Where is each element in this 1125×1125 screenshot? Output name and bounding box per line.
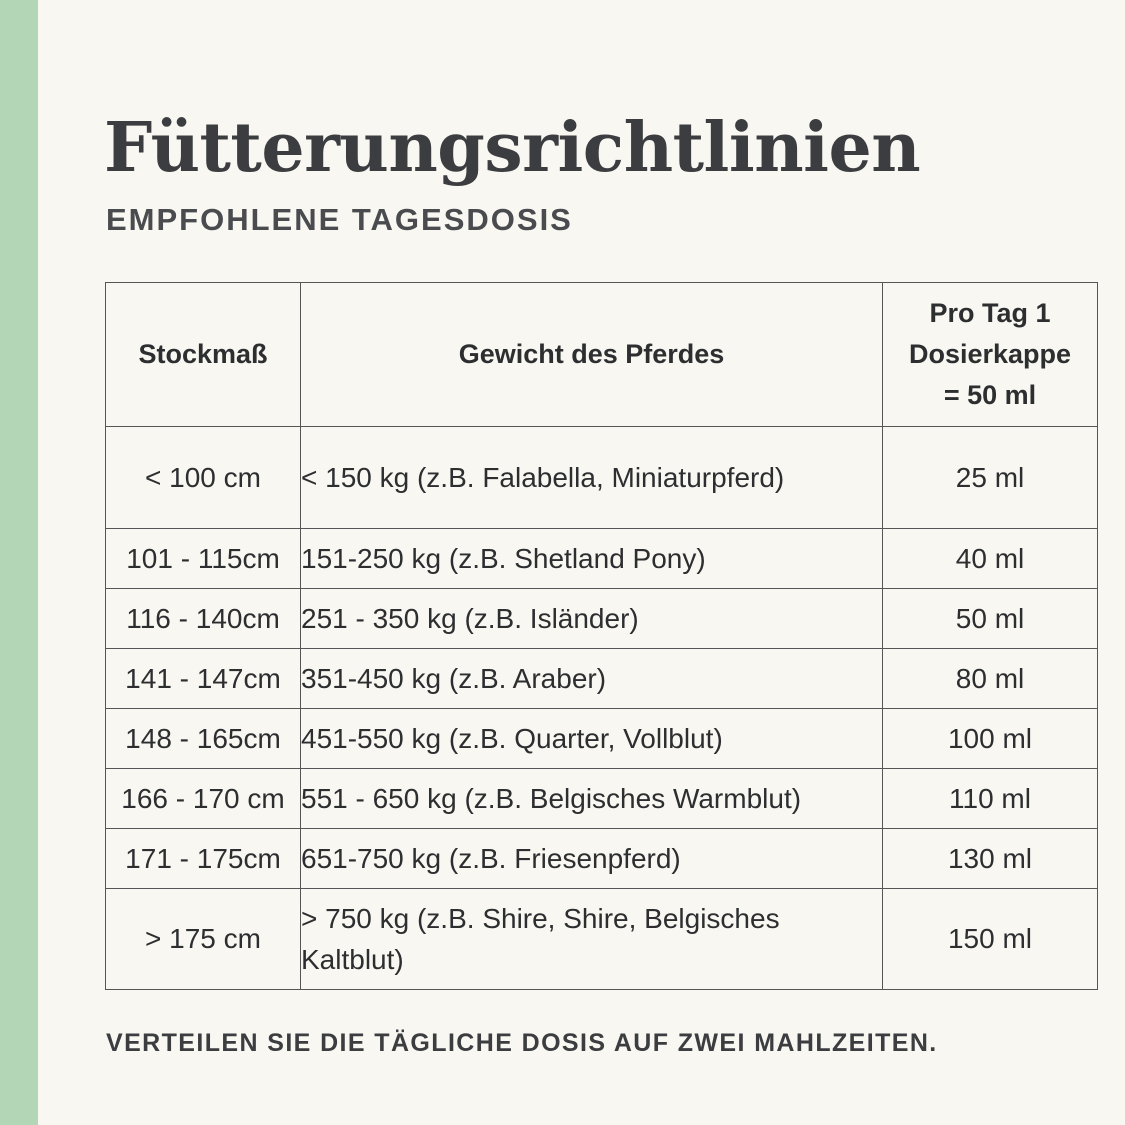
table-row [106,709,1098,769]
table-row [106,529,1098,589]
header-dose-line-1: Pro Tag 1 [929,298,1051,328]
table-header-row [106,283,1098,427]
cell-dose: 50 ml [883,589,1098,649]
table-row [106,589,1098,649]
cell-weight: 451-550 kg (z.B. Quarter, Vollblut) [301,709,883,769]
cell-weight: 351-450 kg (z.B. Araber) [301,649,883,709]
cell-stockmass: 166 - 170 cm [106,769,301,829]
cell-stockmass: 141 - 147cm [106,649,301,709]
cell-weight: 651-750 kg (z.B. Friesenpferd) [301,829,883,889]
header-weight: Gewicht des Pferdes [301,283,883,427]
cell-dose: 80 ml [883,649,1098,709]
table-row [106,649,1098,709]
cell-dose: 110 ml [883,769,1098,829]
table-row [106,427,1098,529]
header-dose [883,283,1098,427]
table-row [106,769,1098,829]
header-dose-line-3: = 50 ml [943,380,1037,410]
footer-note: VERTEILEN SIE DIE TÄGLICHE DOSIS AUF ZWEI MAHLZEITEN. [106,1029,938,1057]
cell-stockmass: 171 - 175cm [106,829,301,889]
cell-stockmass: > 175 cm [106,889,301,990]
cell-dose: 100 ml [883,709,1098,769]
cell-dose: 150 ml [883,889,1098,990]
cell-weight: 251 - 350 kg (z.B. Isländer) [301,589,883,649]
cell-dose: 25 ml [883,427,1098,529]
cell-dose: 130 ml [883,829,1098,889]
cell-weight: < 150 kg (z.B. Falabella, Miniaturpferd) [301,427,883,529]
header-stockmass: Stockmaß [106,283,301,427]
cell-weight: > 750 kg (z.B. Shire, Shire, Belgisches Kaltblut) [301,889,883,990]
table-row [106,889,1098,990]
dosage-table [105,282,1098,990]
page-title: Fütterungsrichtlinien [104,108,921,188]
cell-dose: 40 ml [883,529,1098,589]
header-dose-line-2: Dosierkappe [908,339,1072,369]
cell-weight: 551 - 650 kg (z.B. Belgisches Warmblut) [301,769,883,829]
green-side-bar [0,0,38,1125]
cell-stockmass: < 100 cm [106,427,301,529]
cell-stockmass: 148 - 165cm [106,709,301,769]
cell-stockmass: 116 - 140cm [106,589,301,649]
cell-weight: 151-250 kg (z.B. Shetland Pony) [301,529,883,589]
cell-stockmass: 101 - 115cm [106,529,301,589]
table-row [106,829,1098,889]
page-subtitle: EMPFOHLENE TAGESDOSIS [106,202,573,237]
